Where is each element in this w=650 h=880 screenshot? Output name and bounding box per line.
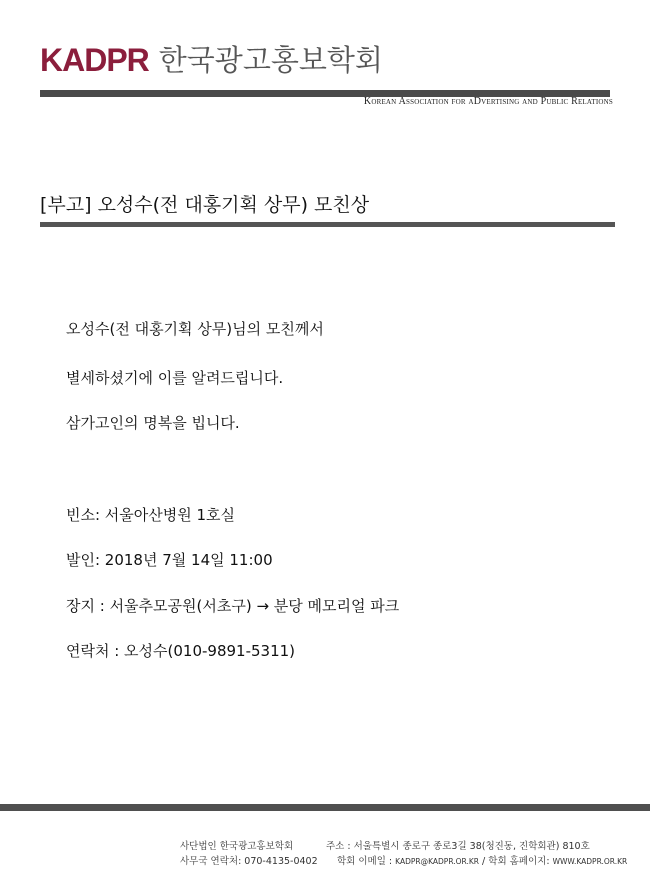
logo <box>40 40 383 80</box>
footer-homepage[interactable]: WWW.KADPR.OR.KR <box>552 857 628 866</box>
body-line-funeral-hall: 빈소: 서울아산병원 1호실 <box>66 506 236 524</box>
title-divider <box>40 222 615 227</box>
footer-divider <box>0 804 650 811</box>
footer-homepage-label: / 학회 홈페이지: <box>482 856 550 867</box>
footer-org: 사단법인 한국광고홍보학회 <box>180 841 294 852</box>
body-line-sympathy: 삼가고인의 명복을 빕니다. <box>66 414 240 432</box>
body-line-condolence: 오성수(전 대홍기획 상무)님의 모친께서 <box>66 320 324 338</box>
organization-english-name: Korean Association for aDvertising and Public Relations <box>363 96 613 107</box>
footer-email[interactable]: KADPR@KADPR.OR.KR <box>395 857 480 866</box>
footer-office-contact: 사무국 연락처: 070-4135-0402 <box>180 856 318 867</box>
body-line-burial: 장지 : 서울추모공원(서초구) → 분당 메모리얼 파크 <box>66 597 400 615</box>
body-line-announcement: 별세하셨기에 이를 알려드립니다. <box>66 369 284 387</box>
logo-mark: KADPR <box>40 42 149 78</box>
footer-email-label: 학회 이메일 : <box>337 856 393 867</box>
organization-name: 한국광고홍보학회 <box>158 43 383 77</box>
body-line-departure: 발인: 2018년 7월 14일 11:00 <box>66 551 273 569</box>
footer-address: 주소 : 서울특별시 종로구 종로3길 38(청진동, 진학회관) 810호 <box>326 841 590 852</box>
document-title: [부고] 오성수(전 대홍기획 상무) 모친상 <box>40 194 370 216</box>
footer-email-homepage <box>337 853 627 867</box>
body-line-contact: 연락처 : 오성수(010-9891-5311) <box>66 642 296 660</box>
